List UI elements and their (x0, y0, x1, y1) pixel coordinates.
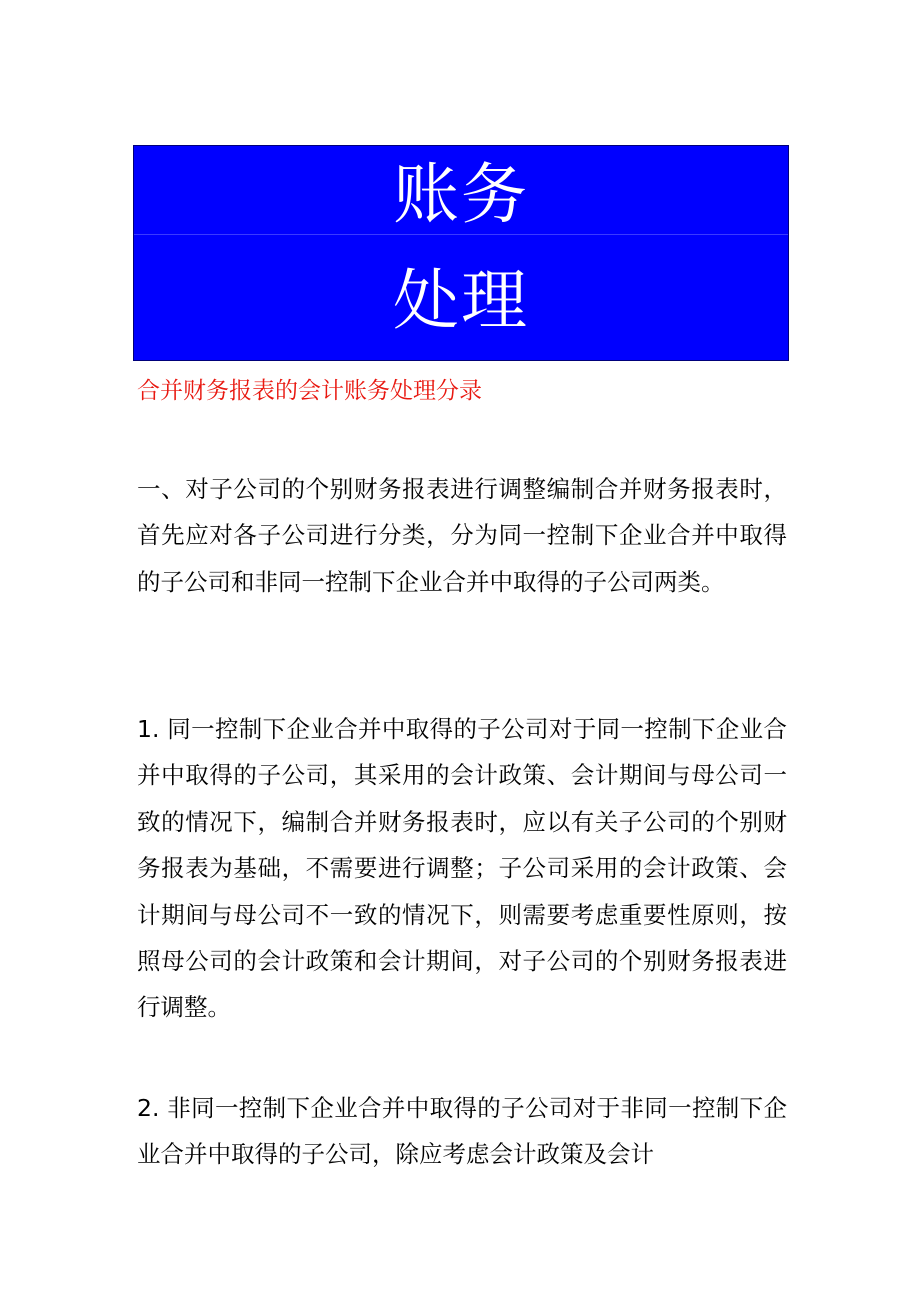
banner-title-line-2: 处理 (393, 262, 529, 339)
document-subtitle: 合并财务报表的会计账务处理分录 (137, 378, 482, 404)
title-banner (133, 145, 789, 361)
paragraph-item-2: 2. 非同一控制下企业合并中取得的子公司对于非同一控制下企业合并中取得的子公司，除应考虑会计政策及会计 (137, 1094, 787, 1169)
banner-divider (134, 234, 788, 235)
paragraph-item-1: 1. 同一控制下企业合并中取得的子公司对于同一控制下企业合并中取得的子公司，其采用的会计政策、会计期间与母公司一致的情况下，编制合并财务报表时，应以有关子公司的个别财务报表为基础，不需要进行调整；子公司采用的会计政策、会计期间与母公司不一致的情况下，则需要考虑重要性原则，按照母公司的会计政策和会计期间，对子公司的个别财务报表进行调整。 (137, 715, 787, 1022)
paragraph-section-1: 一、对子公司的个别财务报表进行调整编制合并财务报表时，首先应对各子公司进行分类，分为同一控制下企业合并中取得的子公司和非同一控制下企业合并中取得的子公司两类。 (137, 475, 787, 596)
banner-title-line-1: 账务 (393, 156, 529, 233)
